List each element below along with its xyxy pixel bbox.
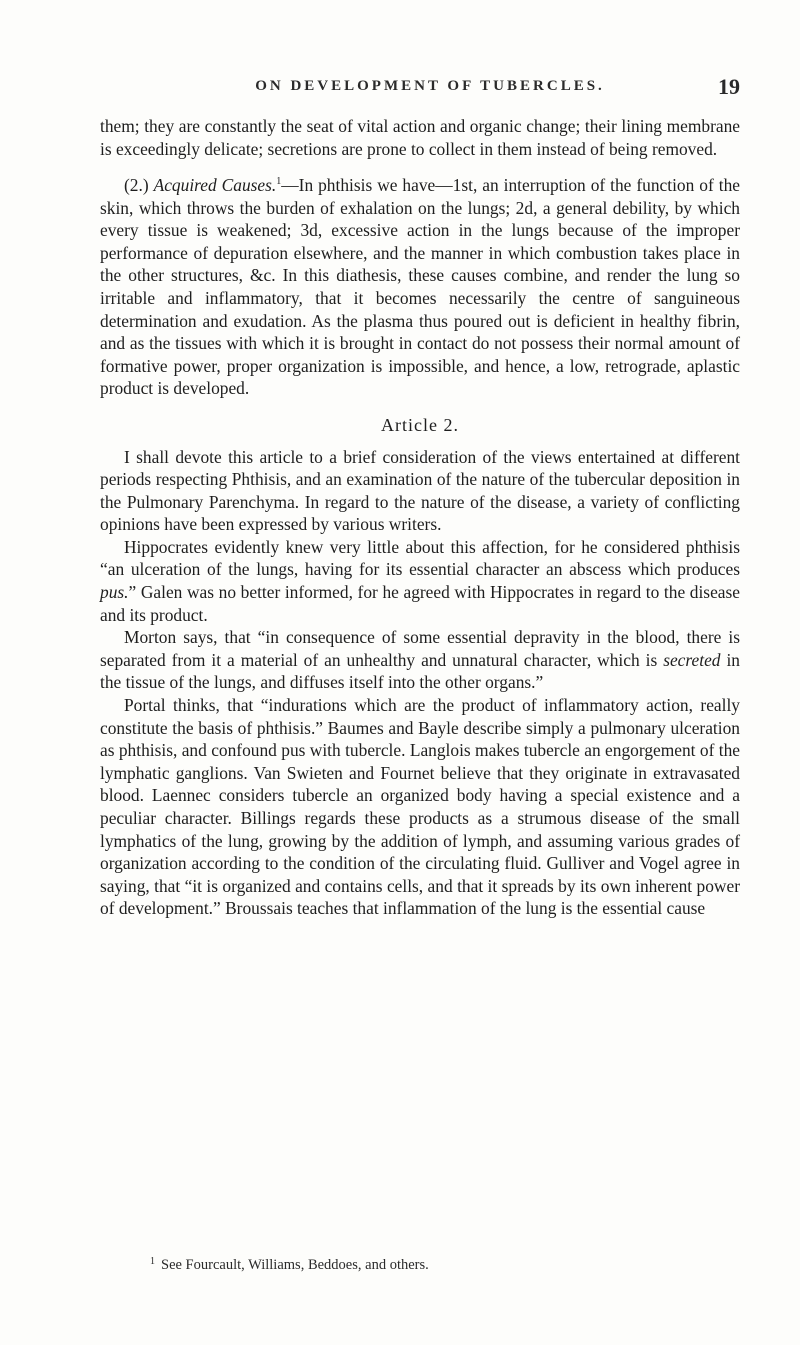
paragraph-text: Hippocrates evidently knew very little about this affection, for he considered phthisis “an ulceration of the lungs, having for its essential character an abscess which produces <box>100 536 740 580</box>
paragraph-morton <box>100 626 740 694</box>
page-number: 19 <box>718 74 740 99</box>
paragraph-text: ” Galen was no better informed, for he agreed with Hippocrates in regard to the disease and its product. <box>100 582 740 625</box>
body-text <box>100 115 740 920</box>
section-number: (2.) <box>124 174 154 195</box>
paragraph-text: in the tissue of the lungs, and diffuses itself into the other organs.” <box>100 649 740 693</box>
running-title: ON DEVELOPMENT OF TUBERCLES. <box>255 78 605 94</box>
footnote-text: See Fourcault, Williams, Beddoes, and others. <box>161 1257 429 1273</box>
emphasis-text: secreted <box>663 649 721 670</box>
paragraph-text: Morton says, that “in consequence of some essential depravity in the blood, there is separated from it a material of an unhealthy and unnatural character, which is <box>100 627 740 670</box>
paragraph-hippocrates <box>100 536 740 626</box>
footnote-mark: 1 <box>150 1256 155 1267</box>
paragraph-portal: Portal thinks, that “indurations which are the product of inflammatory action, really constitute the basis of phthisis.” Baumes and Bayle describe simply a pulmonary ulceration as phthisis, and confound pus with tubercle. Langlois makes tubercle an engorgement of the lymphatic ganglions. Van Swieten and Fournet believe that they originate in extravasated blood. Laennec considers tubercle an organized body having a special existence and a peculiar character. Billings regards these products as a strumous disease of the small lymphatics of the lung, growing by the addition of lymph, and assuming various grades of organization according to the condition of the circulating fluid. Gulliver and Vogel agree in saying, that “it is organized and contains cells, and that it spreads by its own inherent power of development.” Broussais teaches that inflammation of the lung is the essential cause <box>100 695 740 919</box>
paragraph-acquired-causes <box>100 171 740 400</box>
emphasis-text: pus. <box>100 582 129 603</box>
paragraph-article-intro: I shall devote this article to a brief consideration of the views entertained at different periods respecting Phthisis, and an examination of the nature of the tubercular deposition in the Pulmonary Parenchyma. In regard to the nature of the disease, a variety of conflicting opinions have been expressed by various writers. <box>100 446 740 535</box>
article-heading: Article 2. <box>381 414 459 435</box>
footnote-reference: 1 <box>276 176 282 188</box>
paragraph-continuation: them; they are constantly the seat of vital action and organic change; their lining membrane is exceedingly delicate; secretions are prone to collect in them instead of being removed. <box>100 116 740 159</box>
section-title: Acquired Causes. <box>153 174 277 195</box>
footnote <box>150 1256 710 1274</box>
paragraph-text: —In phthisis we have—1st, an interruption of the function of the skin, which throws the burden of exhalation on the lungs; 2d, a general debility, by which every tissue is weakened; 3d, excessive action in the lungs because of the improper performance of depuration elsewhere, and the manner in which combustion takes place in the other structures, &c. In this diathesis, these causes combine, and render the lung so irritable and inflammatory, that it becomes necessarily the centre of sanguineous determination and exudation. As the plasma thus poured out is deficient in healthy fibrin, and as the tissues with which it is brought in contact do not possess their normal amount of formative power, proper organization is impossible, and hence, a low, retrograde, aplastic product is developed. <box>100 174 740 399</box>
